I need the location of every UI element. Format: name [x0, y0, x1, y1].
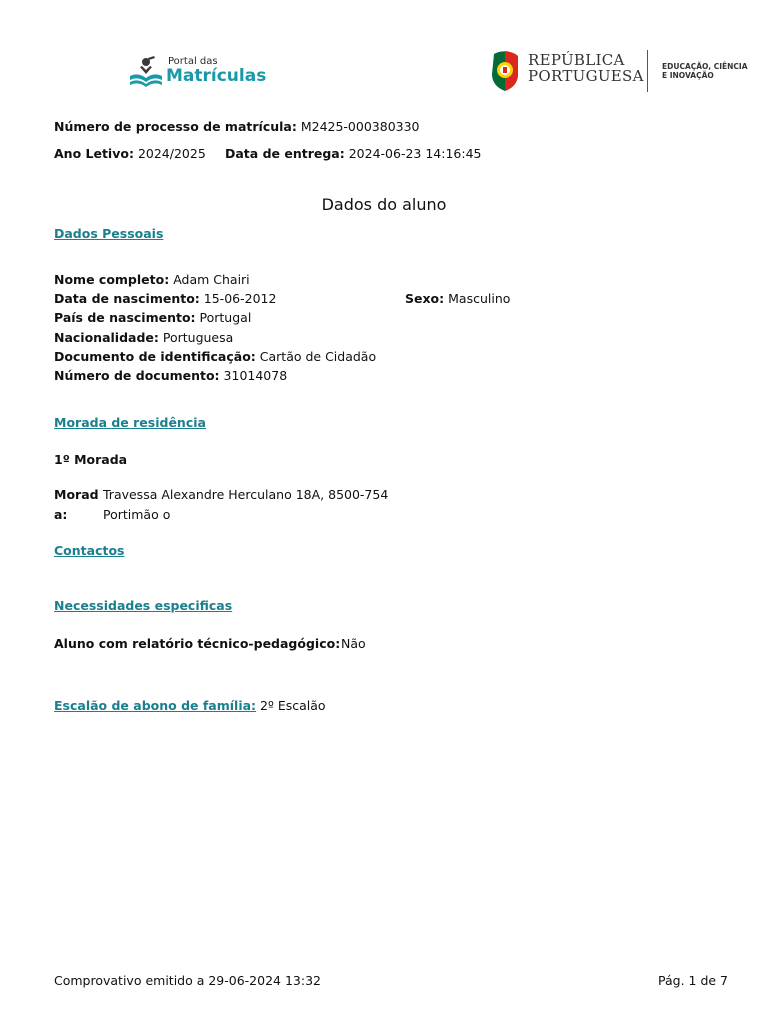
section-necessidades: Necessidades especificas: [54, 598, 233, 613]
process-number-value: M2425-000380330: [300, 119, 420, 134]
address-value: [103, 485, 388, 525]
person-reading-icon: [128, 54, 164, 88]
address-label-line2: a:: [54, 507, 68, 522]
process-number-label: Número de processo de matrícula:: [54, 119, 297, 134]
republica-text: [528, 52, 644, 84]
school-year-row: [54, 146, 206, 161]
id-document-value: Cartão de Cidadão: [259, 349, 377, 364]
section-dados-pessoais: Dados Pessoais: [54, 226, 164, 241]
republica-line1: REPÚBLICA: [528, 51, 625, 69]
coat-of-arms-icon: [488, 50, 522, 92]
report-value: Não: [341, 636, 366, 651]
nationality-label: Nacionalidade:: [54, 330, 159, 345]
ministry-line1: EDUCAÇÃO, CIÊNCIA: [662, 62, 748, 71]
birth-country-value: Portugal: [199, 310, 252, 325]
portal-big-text: Matrículas: [166, 66, 267, 86]
school-year-label: Ano Letivo:: [54, 146, 134, 161]
footer-page-number: Pág. 1 de 7: [658, 973, 728, 988]
family-allowance-label: Escalão de abono de família:: [54, 698, 257, 713]
birth-date-row: [54, 291, 276, 306]
document-number-value: 31014078: [223, 368, 288, 383]
section-morada: Morada de residência: [54, 415, 206, 430]
birth-date-label: Data de nascimento:: [54, 291, 200, 306]
logo-divider: [647, 50, 648, 92]
portal-matriculas-logo: [128, 54, 268, 90]
ministry-text: [662, 62, 748, 80]
address-value-line2: Portimão o: [103, 507, 171, 522]
document-number-row: [54, 368, 287, 383]
address-label-line1: Morad: [54, 487, 99, 502]
full-name-value: Adam Chairi: [173, 272, 250, 287]
address-label: [54, 485, 99, 525]
footer-issued: Comprovativo emitido a 29-06-2024 13:32: [54, 973, 321, 988]
nationality-value: Portuguesa: [162, 330, 234, 345]
sex-label: Sexo:: [405, 291, 445, 306]
family-allowance-row: [54, 698, 326, 713]
sex-value: Masculino: [448, 291, 511, 306]
republica-portuguesa-logo: [488, 50, 748, 94]
birth-country-label: País de nascimento:: [54, 310, 196, 325]
sex-row: [405, 291, 510, 306]
delivery-date-row: [225, 146, 481, 161]
delivery-date-label: Data de entrega:: [225, 146, 345, 161]
address-value-line1: Travessa Alexandre Herculano 18A, 8500-754: [103, 487, 389, 502]
report-label: Aluno com relatório técnico-pedagógico:: [54, 636, 341, 651]
process-number-row: [54, 119, 420, 134]
full-name-label: Nome completo:: [54, 272, 170, 287]
ministry-line2: E INOVAÇÃO: [662, 71, 714, 80]
id-document-row: [54, 349, 376, 364]
family-allowance-value: 2º Escalão: [260, 698, 326, 713]
birth-country-row: [54, 310, 251, 325]
nationality-row: [54, 330, 233, 345]
birth-date-value: 15-06-2012: [203, 291, 277, 306]
school-year-value: 2024/2025: [137, 146, 206, 161]
document-number-label: Número de documento:: [54, 368, 220, 383]
republica-line2: PORTUGUESA: [528, 67, 644, 85]
id-document-label: Documento de identificação:: [54, 349, 256, 364]
section-contactos: Contactos: [54, 543, 125, 558]
delivery-date-value: 2024-06-23 14:16:45: [348, 146, 482, 161]
portal-small-text: Portal das: [168, 56, 218, 67]
address-subheading: 1º Morada: [54, 452, 128, 467]
full-name-row: [54, 272, 250, 287]
page-title: Dados do aluno: [321, 195, 447, 214]
